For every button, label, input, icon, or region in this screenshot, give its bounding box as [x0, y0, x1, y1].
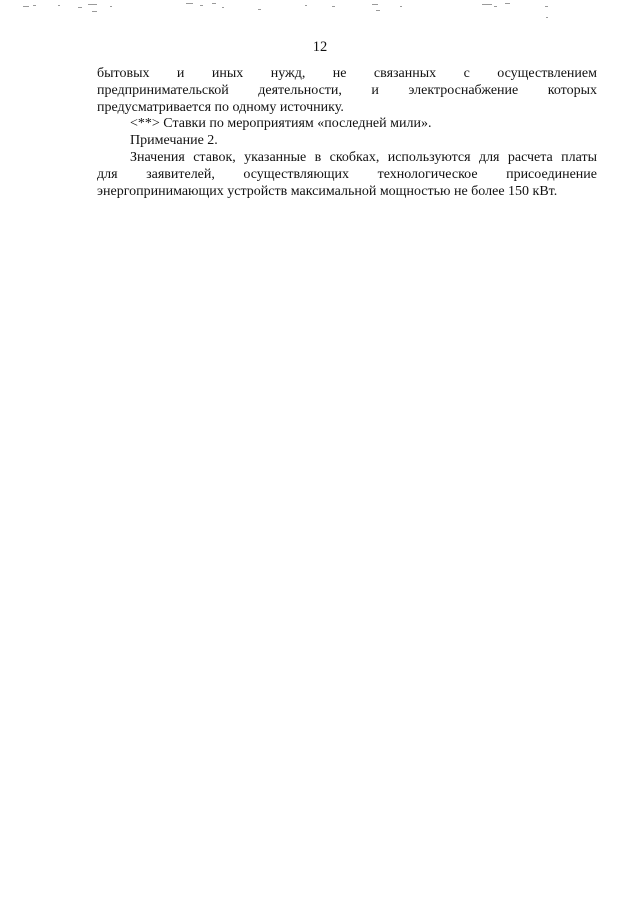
text-line: предусматривается по одному источнику. [97, 99, 344, 115]
text-line: <**> Ставки по мероприятиям «последней мили». [130, 116, 432, 132]
footnote-last-mile [97, 116, 597, 133]
text-line: энергопринимающих устройств максимальной мощностью не более 150 кВт. [97, 183, 558, 199]
scan-noise-top [0, 0, 640, 30]
document-body [97, 66, 597, 200]
text-line: для заявителей, осуществляющих технологическое присоединение [97, 166, 597, 182]
page-number: 12 [312, 39, 328, 55]
text-line: бытовых и иных нужд, не связанных с осуществлением [97, 66, 597, 81]
text-line: Значения ставок, указанные в скобках, используются для расчета платы [130, 149, 597, 165]
text-line: Примечание 2. [130, 133, 218, 149]
paragraph-continuation [97, 66, 597, 116]
note-heading [97, 133, 597, 150]
text-line: предпринимательской деятельности, и электроснабжение которых [97, 82, 597, 98]
note-paragraph [97, 150, 597, 200]
